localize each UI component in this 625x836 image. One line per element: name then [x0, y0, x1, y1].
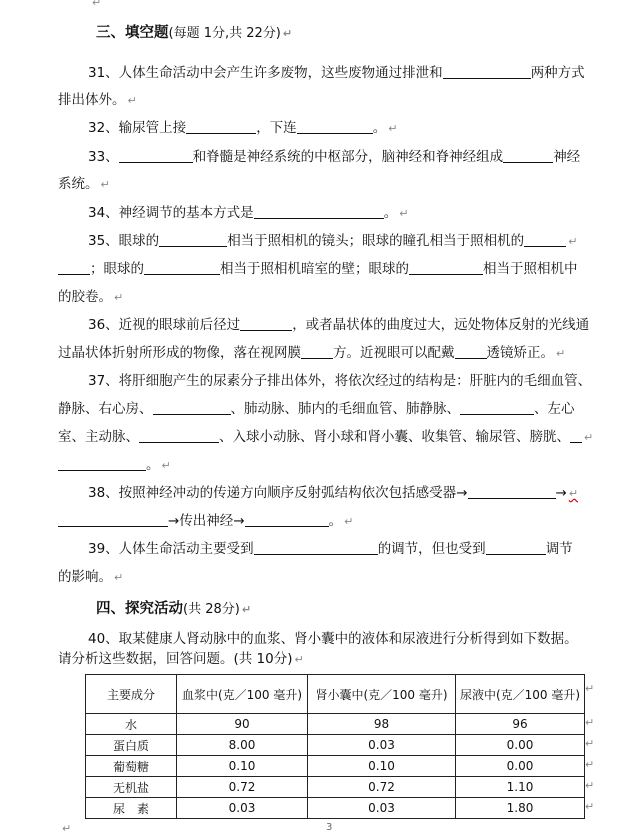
question-31-line-1	[58, 64, 595, 82]
question-39-line-1	[58, 540, 595, 558]
question-39-line-2	[58, 568, 595, 587]
answer-blank[interactable]	[301, 345, 333, 359]
section-4-title: 四、探究活动	[96, 601, 183, 617]
table-header-cell: 血浆中(克／100 毫升)	[177, 675, 308, 714]
q34-text-a: 34、神经调节的基本方式是	[88, 205, 254, 221]
paragraph-mark: ↵	[161, 459, 171, 472]
q35-text-d: 相当于照相机暗室的壁；眼球的	[220, 261, 409, 277]
q33-text-d: 系统。	[58, 176, 99, 192]
answer-blank[interactable]	[297, 120, 373, 134]
paragraph-mark: ↵	[585, 779, 595, 792]
q38-text-b: 传出神经	[179, 513, 234, 529]
question-38-line-1	[58, 484, 595, 503]
answer-blank[interactable]	[139, 429, 219, 443]
table-cell: 0.10	[308, 756, 456, 777]
q38-text-a: 38、按照神经冲动的传递方向顺序反射弧结构依次包括感受器	[88, 485, 457, 501]
question-34	[58, 204, 595, 223]
paragraph-mark: ↵	[241, 603, 252, 616]
paragraph-mark: ↵	[282, 27, 293, 40]
paragraph-mark: ↵	[585, 737, 595, 750]
answer-blank[interactable]	[186, 120, 256, 134]
question-35-line-1	[58, 232, 595, 251]
question-40-line-1	[58, 630, 595, 648]
q33-text-c: 神经	[553, 149, 581, 165]
answer-blank[interactable]	[524, 233, 566, 247]
table-cell: 96	[456, 714, 585, 735]
q40-text-a: 40、取某健康人肾动脉中的血浆、肾小囊中的液体和尿液进行分析得到如下数据。	[88, 631, 578, 647]
table-cell: 无机盐	[86, 777, 177, 798]
page-number: 3	[326, 822, 333, 833]
q31-text-c: 排出体外。	[58, 92, 126, 108]
table-cell: 0.72	[308, 777, 456, 798]
table-cell: 8.00	[177, 735, 308, 756]
paragraph-mark: ↵	[114, 571, 124, 584]
q36-text-b: ，或者晶状体的曲度过大，远处物体反射的光线通	[292, 317, 590, 333]
table-header-cell: 尿液中(克／100 毫升)	[456, 675, 585, 714]
table-cell: 1.10	[456, 777, 585, 798]
q37-text-a: 37、将肝细胞产生的尿素分子排出体外，将依次经过的结构是：肝脏内的毛细血管、	[88, 373, 592, 389]
question-35-line-2	[58, 260, 595, 278]
table-row	[86, 756, 585, 777]
question-36-line-1	[58, 316, 595, 334]
question-33-line-1	[58, 148, 595, 166]
q37-text-b: 静脉、右心房、	[58, 401, 153, 417]
table-cell: 蛋白质	[86, 735, 177, 756]
table-header-row	[86, 675, 585, 714]
q31-text-b: 两种方式	[530, 65, 585, 81]
table-cell: 0.03	[308, 735, 456, 756]
arrow-icon: →	[456, 485, 468, 501]
answer-blank[interactable]	[119, 149, 193, 163]
q35-text-f: 的胶卷。	[58, 289, 112, 305]
paragraph-mark: ↵	[585, 800, 595, 813]
q33-text-b: 和脊髓是神经系统的中枢部分，脑神经和脊神经组成	[192, 149, 504, 165]
table-cell: 葡萄糖	[86, 756, 177, 777]
answer-blank[interactable]	[468, 485, 556, 499]
table-row	[86, 798, 585, 819]
paragraph-mark: ↵	[585, 758, 595, 771]
table-cell: 水	[86, 714, 177, 735]
paragraph-mark: ↵	[114, 291, 124, 304]
answer-blank[interactable]	[58, 457, 146, 471]
table-cell: 0.72	[177, 777, 308, 798]
answer-blank[interactable]	[153, 401, 231, 415]
answer-blank[interactable]	[144, 261, 220, 275]
paragraph-mark: ↵	[127, 94, 137, 107]
q37-text-g: 。	[146, 457, 160, 473]
paragraph-mark: ↵	[62, 822, 72, 835]
table-cell: 尿 素	[86, 798, 177, 819]
answer-blank[interactable]	[58, 513, 168, 527]
answer-blank[interactable]	[455, 345, 487, 359]
question-37-line-3	[58, 428, 595, 447]
paragraph-mark: ↵	[92, 0, 102, 9]
q39-text-a: 39、人体生命活动主要受到	[88, 541, 254, 557]
answer-blank[interactable]	[503, 149, 553, 163]
table-cell: 0.00	[456, 735, 585, 756]
paragraph-mark: ↵	[556, 347, 566, 360]
question-35-line-3	[58, 288, 595, 307]
question-38-line-2	[58, 512, 595, 531]
section-3-heading	[58, 24, 595, 43]
answer-blank[interactable]	[245, 513, 329, 527]
q35-text-a: 35、眼球的	[88, 233, 160, 249]
q35-text-e: 相当于照相机中	[483, 261, 578, 277]
q37-text-c: 、肺动脉、肺内的毛细血管、肺静脉、	[230, 401, 460, 417]
table-row	[86, 714, 585, 735]
arrow-icon: →	[555, 485, 567, 501]
table-row	[86, 735, 585, 756]
question-40-line-2	[58, 650, 595, 669]
q32-text-b: ，下连	[256, 120, 297, 136]
q39-text-c: 调节	[545, 541, 573, 557]
q33-text-a: 33、	[88, 149, 119, 165]
q40-text-b: 请分析这些数据，回答问题。(共 10分)	[58, 651, 293, 667]
answer-blank[interactable]	[570, 429, 582, 443]
answer-blank[interactable]	[159, 233, 227, 247]
section-4-note: (共 28分)	[183, 602, 240, 617]
paragraph-mark: ↵	[585, 682, 595, 695]
data-table	[85, 674, 585, 819]
q32-text-c: 。	[372, 120, 387, 136]
answer-blank[interactable]	[486, 541, 546, 555]
q31-text-a: 31、人体生命活动中会产生许多废物，这些废物通过排泄和	[88, 65, 443, 81]
table-cell: 1.80	[456, 798, 585, 819]
paragraph-mark: ↵	[344, 515, 354, 528]
question-37-line-1	[58, 372, 595, 390]
answer-blank[interactable]	[58, 261, 90, 275]
table-cell: 0.03	[308, 798, 456, 819]
paragraph-mark: ↵	[584, 431, 594, 444]
answer-blank[interactable]	[240, 317, 292, 331]
table-row	[86, 777, 585, 798]
table-cell: 0.00	[456, 756, 585, 777]
question-31-line-2	[58, 91, 595, 110]
section-3-title: 三、填空题	[96, 25, 169, 41]
q36-text-c: 过晶状体折射所形成的物像，落在视网膜	[58, 345, 301, 361]
answer-blank[interactable]	[443, 65, 531, 79]
answer-blank[interactable]	[409, 261, 483, 275]
q38-text-c: 。	[328, 513, 343, 529]
question-33-line-2	[58, 175, 595, 194]
paragraph-mark: ↵	[568, 487, 579, 500]
answer-blank[interactable]	[254, 541, 378, 555]
paragraph-mark: ↵	[568, 235, 578, 248]
table-header-cell: 肾小囊中(克／100 毫升)	[308, 675, 456, 714]
q35-text-c: ；眼球的	[90, 261, 144, 277]
question-37-line-4	[58, 456, 595, 475]
q37-text-f: 、入球小动脉、肾小球和肾小囊、收集管、输尿管、膀胱、	[219, 429, 570, 445]
paragraph-mark: ↵	[100, 178, 110, 191]
section-4-heading	[58, 600, 595, 619]
paragraph-mark: ↵	[585, 716, 595, 729]
table-cell: 98	[308, 714, 456, 735]
question-32	[58, 119, 595, 138]
question-36-line-2	[58, 344, 595, 363]
q37-text-d: 、左心	[534, 401, 575, 417]
table-cell: 0.10	[177, 756, 308, 777]
table-cell: 0.03	[177, 798, 308, 819]
q37-text-e: 室、主动脉、	[58, 429, 139, 445]
table-cell: 90	[177, 714, 308, 735]
paragraph-mark: ↵	[388, 122, 398, 135]
q39-text-d: 的影响。	[58, 569, 112, 585]
paragraph-mark: ↵	[399, 207, 409, 220]
paragraph-mark: ↵	[294, 653, 304, 666]
q36-text-e: 透镜矫正。	[486, 345, 554, 361]
section-3-note: (每题 1分,共 22分)	[168, 26, 281, 41]
question-37-line-2	[58, 400, 595, 418]
arrow-icon: →	[168, 513, 180, 529]
q36-text-d: 方。近视眼可以配戴	[333, 345, 455, 361]
q32-text-a: 32、输尿管上接	[88, 120, 187, 136]
answer-blank[interactable]	[254, 205, 384, 219]
q34-text-b: 。	[383, 205, 398, 221]
q36-text-a: 36、近视的眼球前后径过	[88, 317, 241, 333]
q39-text-b: 的调节，但也受到	[377, 541, 486, 557]
arrow-icon: →	[233, 513, 245, 529]
table-header-cell: 主要成分	[86, 675, 177, 714]
q35-text-b: 相当于照相机的镜头；眼球的瞳孔相当于照相机的	[227, 233, 525, 249]
answer-blank[interactable]	[460, 401, 534, 415]
